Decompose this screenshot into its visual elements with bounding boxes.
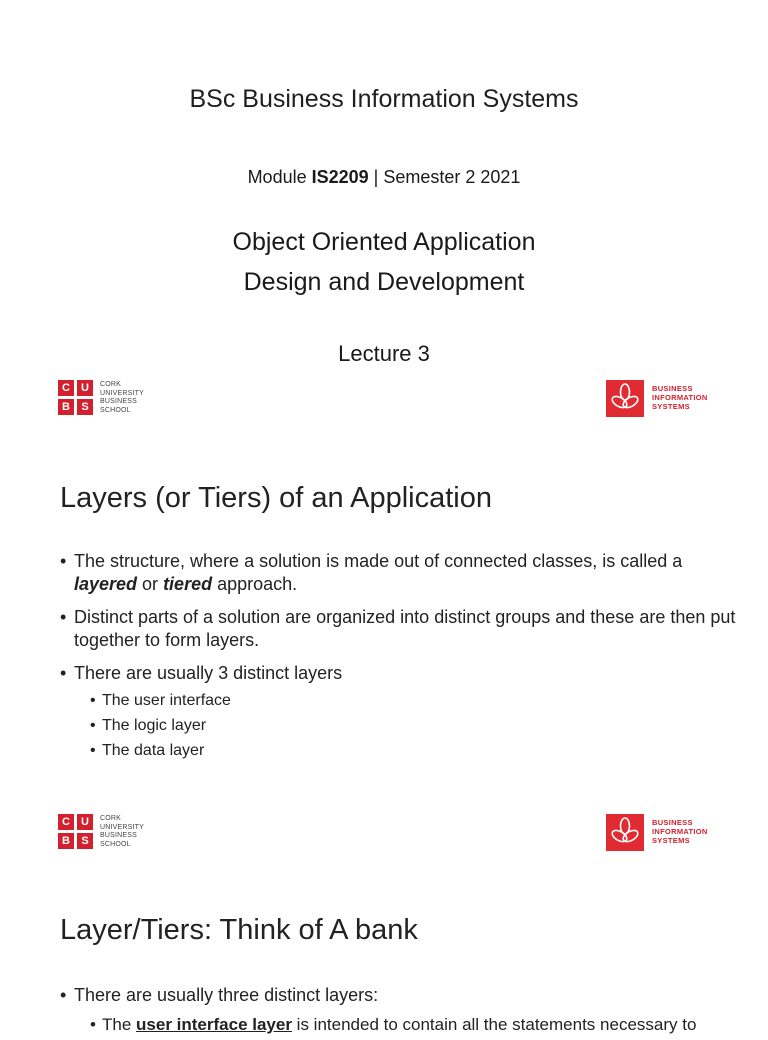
cubs-letter-c: C <box>58 380 74 396</box>
bullet-three-layers-bank: • There are usually three distinct layers: <box>60 984 750 1007</box>
semester-text: | Semester 2 2021 <box>368 167 521 187</box>
slide2-bullets <box>60 550 750 766</box>
cubs-word: CORK <box>100 381 122 388</box>
sub-bullet-text: is intended to contain all the statements necessary to <box>291 1015 697 1034</box>
emphasis-user-interface-layer: user interface layer <box>136 1015 292 1034</box>
cubs-wordmark <box>100 381 144 415</box>
cubs-letter-u: U <box>77 814 93 830</box>
bullet-three-layers: • There are usually 3 distinct layers <box>60 662 750 685</box>
cubs-logo <box>58 380 178 420</box>
bullet-distinct-parts: • Distinct parts of a solution are organized into distinct groups and these are then put together to form layers. <box>60 606 750 652</box>
bis-word: SYSTEMS <box>652 836 690 845</box>
bis-trefoil-icon <box>606 380 644 417</box>
slide-heading-bank: Layer/Tiers: Think of A bank <box>60 914 418 946</box>
cubs-letter-s: S <box>77 833 93 849</box>
cubs-letter-b: B <box>58 833 74 849</box>
cubs-letter-grid <box>58 380 96 418</box>
cubs-logo <box>58 814 178 854</box>
cubs-letter-c: C <box>58 814 74 830</box>
sub-bullet-data-layer: • The data layer <box>60 741 750 761</box>
bis-word: INFORMATION <box>652 393 708 402</box>
cubs-word: BUSINESS <box>100 398 137 405</box>
program-title: BSc Business Information Systems <box>189 85 579 113</box>
cubs-letter-b: B <box>58 399 74 415</box>
sub-bullet-ui-layer <box>60 1015 750 1035</box>
bis-word: BUSINESS <box>652 818 693 827</box>
bis-wordmark <box>652 818 708 845</box>
cubs-word: SCHOOL <box>100 840 131 848</box>
sub-bullet-logic-layer: • The logic layer <box>60 716 750 736</box>
course-title-line1: Object Oriented Application <box>232 228 536 256</box>
emphasis-layered: layered <box>74 574 138 594</box>
bis-word: INFORMATION <box>652 827 708 836</box>
bullet-text: approach. <box>212 574 298 594</box>
sub-bullet-user-interface: • The user interface <box>60 691 750 711</box>
bis-wordmark <box>652 384 708 411</box>
cubs-letter-grid <box>58 814 96 852</box>
cubs-letter-u: U <box>77 380 93 396</box>
emphasis-tiered: tiered <box>163 574 213 594</box>
bullet-text: The structure, where a solution is made out of connected classes, is called a <box>74 551 683 571</box>
bis-word: BUSINESS <box>652 384 693 393</box>
bis-logo <box>606 814 736 854</box>
cubs-word: UNIVERSITY <box>100 389 145 397</box>
cubs-letter-s: S <box>77 399 93 415</box>
slide-heading-layers: Layers (or Tiers) of an Application <box>60 482 492 514</box>
course-title-line2: Design and Development <box>243 268 525 296</box>
bis-trefoil-icon <box>606 814 644 851</box>
module-line <box>0 164 768 190</box>
cubs-wordmark <box>100 815 144 849</box>
cubs-word: BUSINESS <box>100 832 137 839</box>
module-prefix: Module <box>247 167 312 187</box>
bis-logo <box>606 380 736 420</box>
bis-word: SYSTEMS <box>652 402 690 411</box>
lecture-number: Lecture 3 <box>338 341 430 366</box>
slide3-bullets <box>60 984 750 1040</box>
cubs-word: UNIVERSITY <box>100 823 145 831</box>
course-title <box>0 222 768 302</box>
cubs-word: SCHOOL <box>100 406 131 414</box>
bullet-structure <box>60 550 750 596</box>
bullet-text: or <box>137 574 164 594</box>
module-code: IS2209 <box>311 167 369 187</box>
sub-bullet-text: The <box>102 1015 137 1034</box>
cubs-word: CORK <box>100 815 122 822</box>
